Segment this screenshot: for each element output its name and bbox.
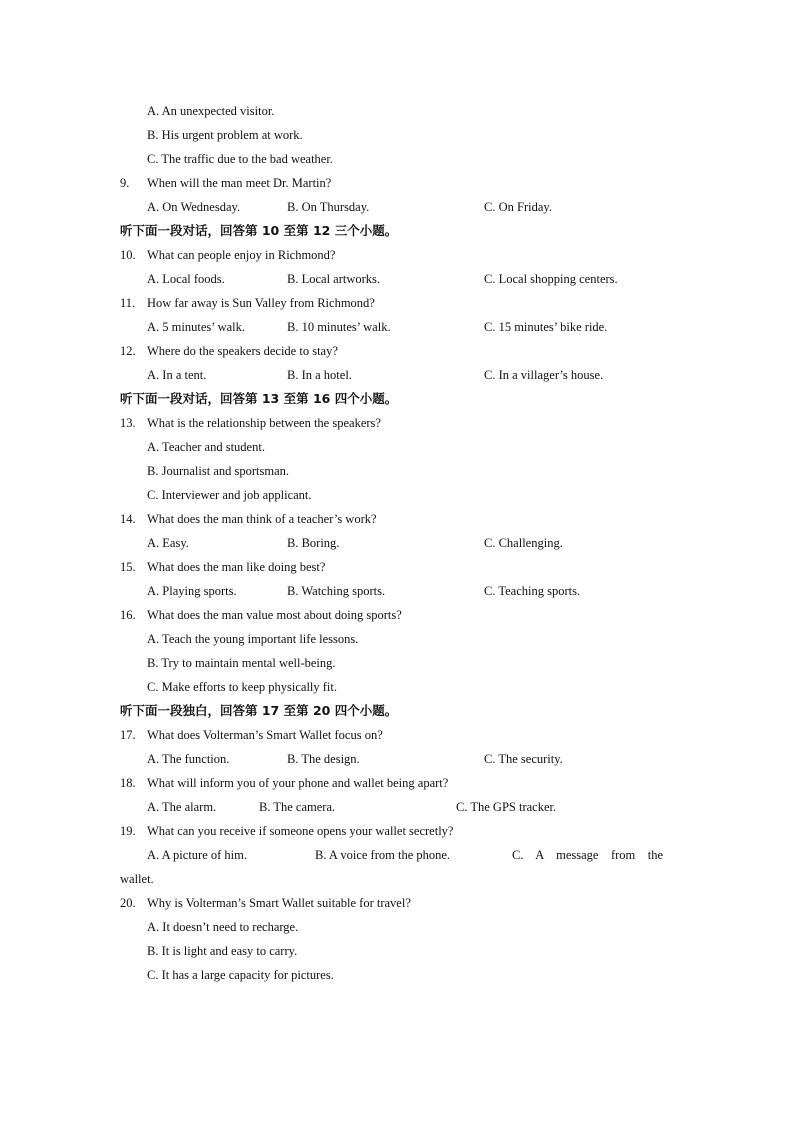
q9-question: When will the man meet Dr. Martin? — [147, 176, 332, 190]
q17-number: 17. — [120, 728, 136, 742]
q20-question: Why is Volterman’s Smart Wallet suitable for travel? — [147, 896, 411, 910]
q16-option-c: C. Make efforts to keep physically fit. — [147, 680, 338, 694]
q18-number: 18. — [120, 776, 136, 790]
q20-number: 20. — [120, 896, 136, 910]
q10-number: 10. — [120, 248, 136, 262]
q15-question: What does the man like doing best? — [147, 560, 326, 574]
q14-option-c: C. Challenging. — [484, 536, 563, 550]
section-heading-13-16: 听下面一段对话，回答第 13 至第 16 四个小题。 — [120, 391, 398, 406]
q13-number: 13. — [120, 416, 136, 430]
q15-number: 15. — [120, 560, 136, 574]
q19-number: 19. — [120, 824, 136, 838]
q12-question: Where do the speakers decide to stay? — [147, 344, 338, 358]
q20-option-c: C. It has a large capacity for pictures. — [147, 968, 334, 982]
q16-option-b: B. Try to maintain mental well-being. — [147, 656, 336, 670]
q13-option-c: C. Interviewer and job applicant. — [147, 488, 312, 502]
q17-option-b: B. The design. — [287, 752, 360, 766]
q17-question: What does Volterman’s Smart Wallet focus on? — [147, 728, 383, 742]
q9-option-b: B. On Thursday. — [287, 200, 370, 214]
q13-option-a: A. Teacher and student. — [147, 440, 265, 454]
q18-option-b: B. The camera. — [259, 800, 336, 814]
q19-question: What can you receive if someone opens your wallet secretly? — [147, 824, 454, 838]
q18-option-c: C. The GPS tracker. — [456, 800, 557, 814]
q11-option-b: B. 10 minutes’ walk. — [287, 320, 391, 334]
q16-question: What does the man value most about doing sports? — [147, 608, 402, 622]
q15-option-a: A. Playing sports. — [147, 584, 237, 598]
q10-option-c: C. Local shopping centers. — [484, 272, 618, 286]
q10-question: What can people enjoy in Richmond? — [147, 248, 336, 262]
q8-option-c: C. The traffic due to the bad weather. — [147, 152, 333, 166]
q17-option-c: C. The security. — [484, 752, 563, 766]
q17-option-a: A. The function. — [147, 752, 230, 766]
q19-option-b: B. A voice from the phone. — [315, 848, 451, 862]
q20-option-b: B. It is light and easy to carry. — [147, 944, 298, 958]
q14-option-a: A. Easy. — [147, 536, 189, 550]
q9-option-c: C. On Friday. — [484, 200, 552, 214]
q12-option-c: C. In a villager’s house. — [484, 368, 604, 382]
q18-question: What will inform you of your phone and wallet being apart? — [147, 776, 449, 790]
q12-option-a: A. In a tent. — [147, 368, 207, 382]
q16-option-a: A. Teach the young important life lessons. — [147, 632, 359, 646]
q11-question: How far away is Sun Valley from Richmond? — [147, 296, 375, 310]
q10-option-a: A. Local foods. — [147, 272, 225, 286]
section-heading-17-20: 听下面一段独白，回答第 17 至第 20 四个小题。 — [120, 703, 398, 718]
q16-number: 16. — [120, 608, 136, 622]
q11-option-a: A. 5 minutes’ walk. — [147, 320, 246, 334]
q8-option-b: B. His urgent problem at work. — [147, 128, 303, 142]
q11-option-c: C. 15 minutes’ bike ride. — [484, 320, 608, 334]
section-heading-10-12: 听下面一段对话，回答第 10 至第 12 三个小题。 — [120, 223, 398, 238]
q18-option-a: A. The alarm. — [147, 800, 217, 814]
q19-option-c: C. A message from the — [512, 848, 664, 862]
q19-option-c-continued: wallet. — [120, 872, 154, 886]
q14-option-b: B. Boring. — [287, 536, 340, 550]
q11-number: 11. — [120, 296, 136, 310]
q19-option-a: A. A picture of him. — [147, 848, 247, 862]
q13-question: What is the relationship between the speakers? — [147, 416, 381, 430]
q15-option-c: C. Teaching sports. — [484, 584, 581, 598]
q8-option-a: A. An unexpected visitor. — [147, 104, 275, 118]
q9-number: 9. — [120, 176, 130, 190]
q9-option-a: A. On Wednesday. — [147, 200, 241, 214]
q15-option-b: B. Watching sports. — [287, 584, 386, 598]
q12-option-b: B. In a hotel. — [287, 368, 352, 382]
q14-question: What does the man think of a teacher’s work? — [147, 512, 377, 526]
q20-option-a: A. It doesn’t need to recharge. — [147, 920, 299, 934]
q14-number: 14. — [120, 512, 136, 526]
q13-option-b: B. Journalist and sportsman. — [147, 464, 290, 478]
q12-number: 12. — [120, 344, 136, 358]
q10-option-b: B. Local artworks. — [287, 272, 381, 286]
